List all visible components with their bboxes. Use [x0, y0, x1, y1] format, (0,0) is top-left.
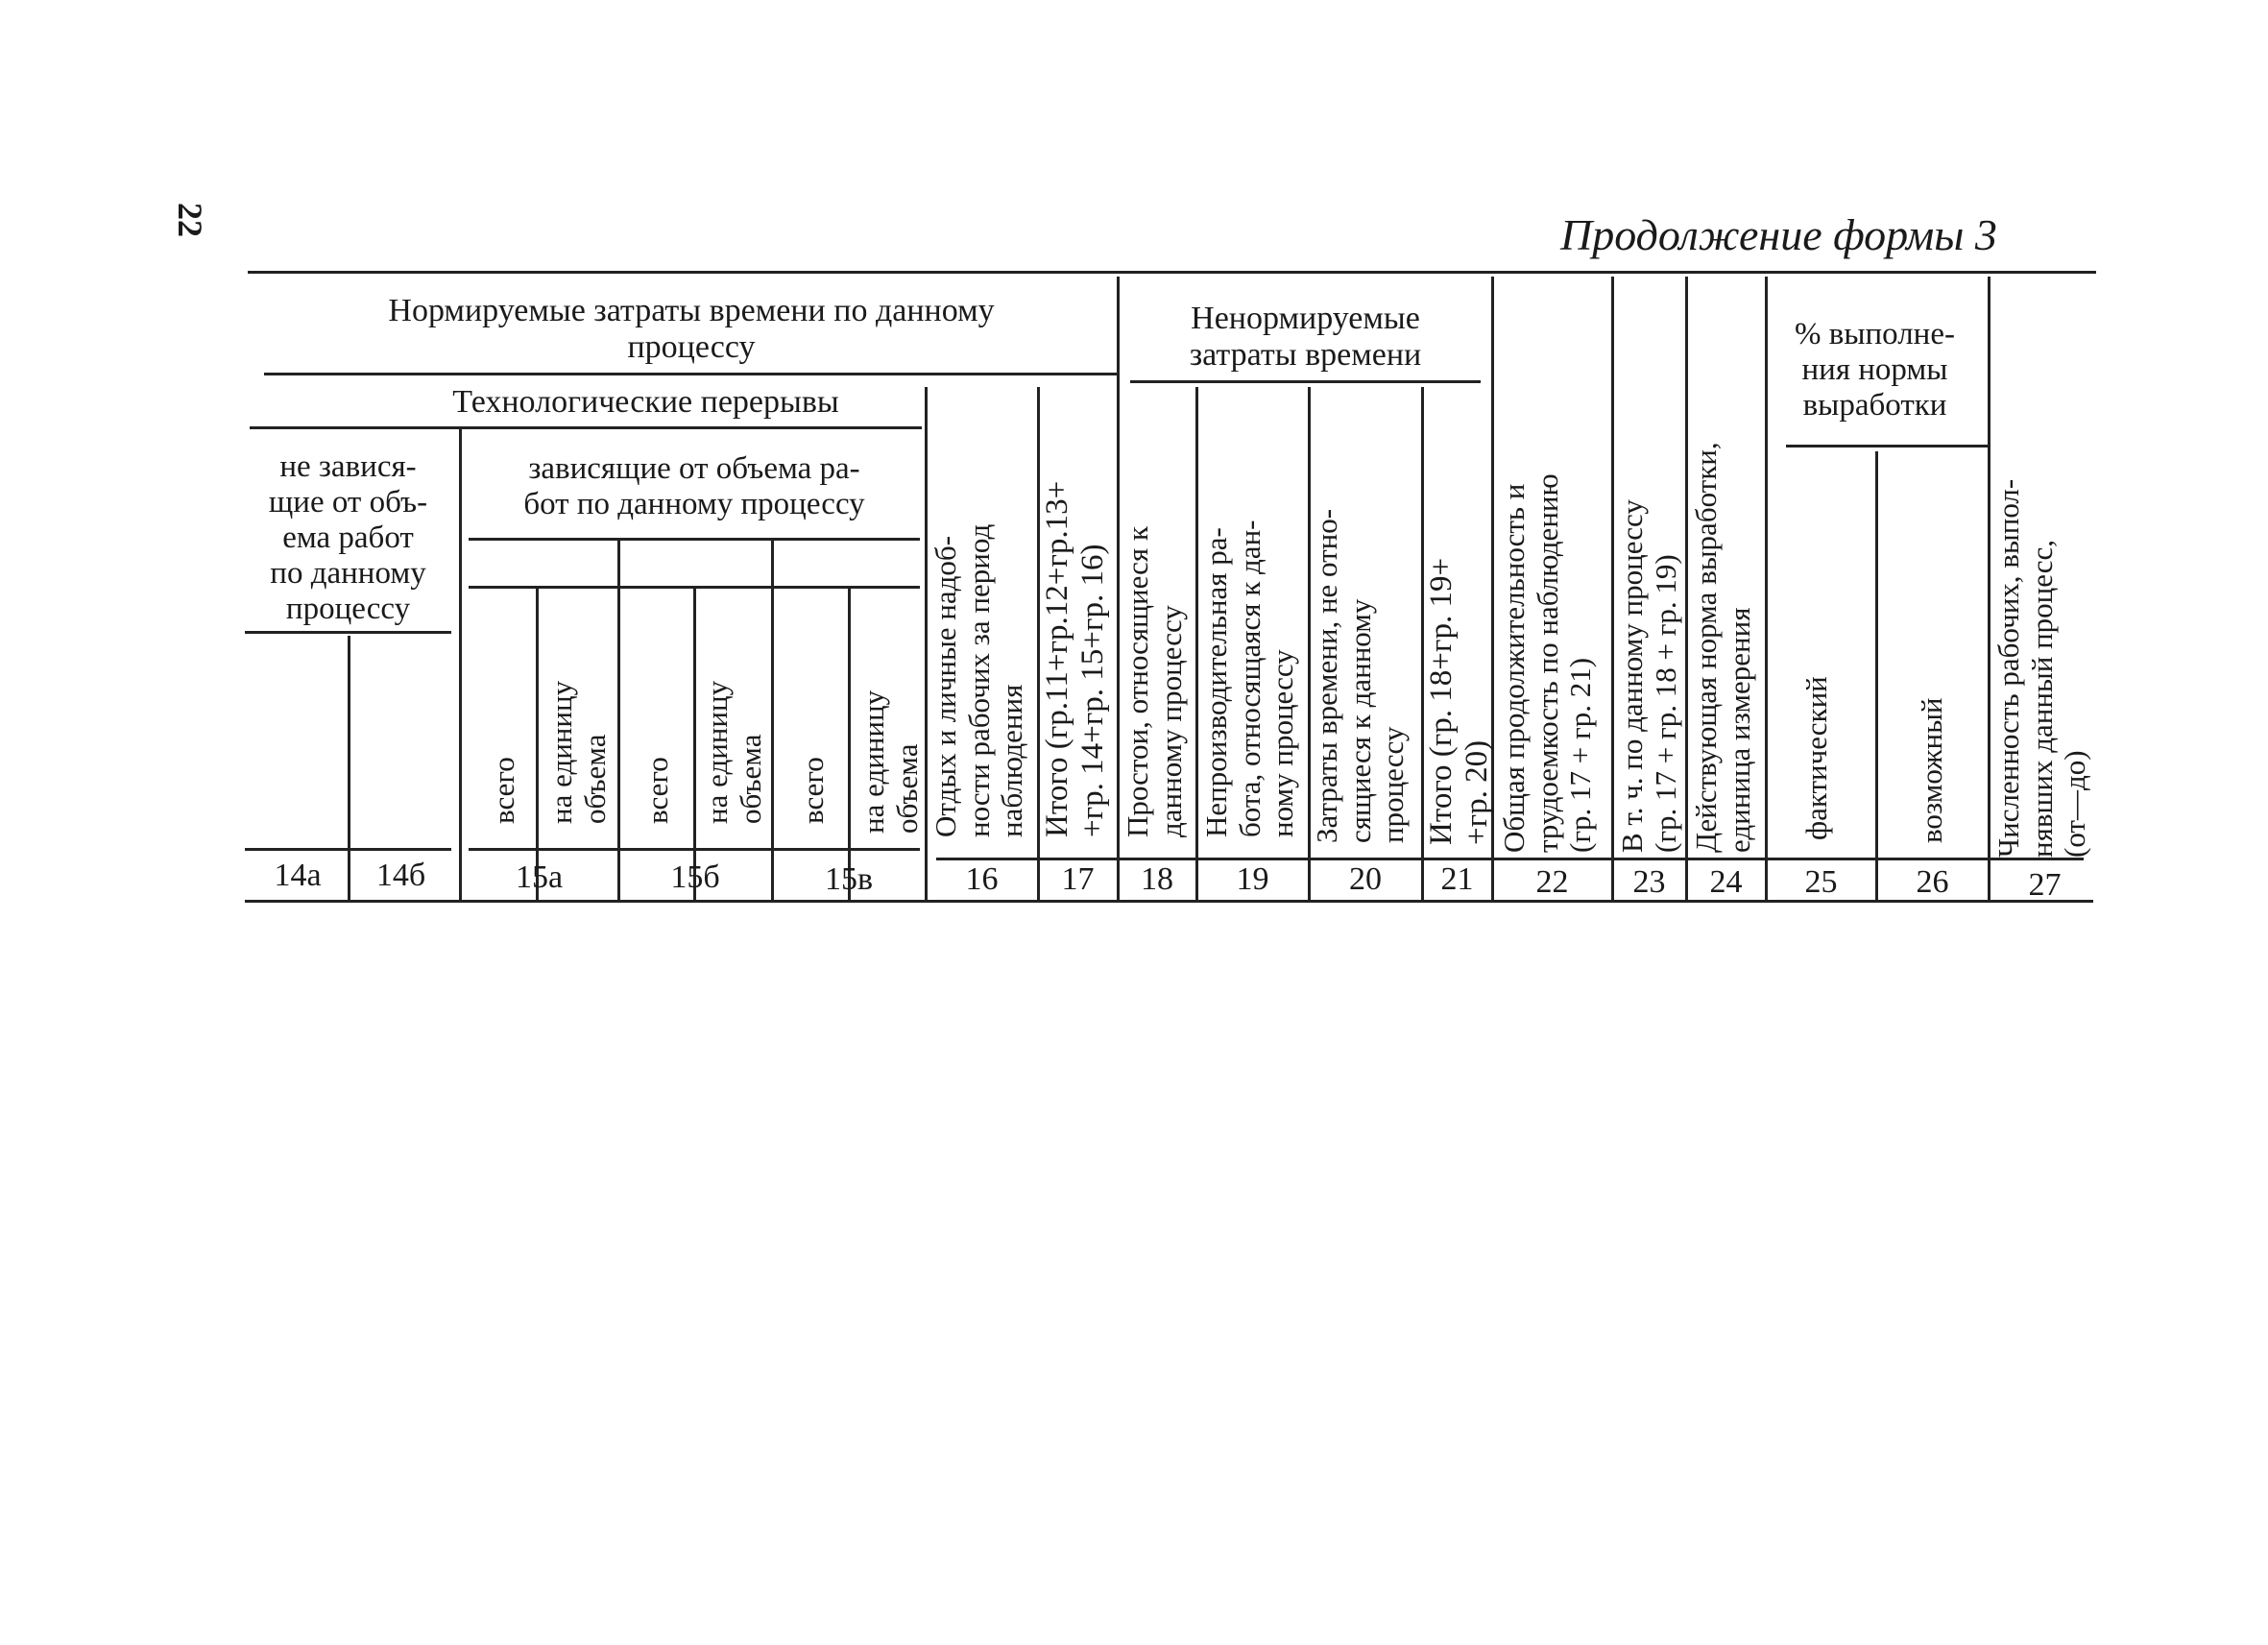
column-number: 14а — [274, 858, 322, 893]
form-title: Продолжение формы 3 — [1560, 210, 1997, 259]
column-number: 22 — [1535, 864, 1569, 900]
column-number: 27 — [2028, 867, 2062, 903]
header-idle: Простои, относящиеся к данному процессу — [1121, 526, 1188, 837]
header-actual: фактический — [1799, 676, 1833, 840]
column-number: 20 — [1349, 861, 1382, 897]
column-number: 15а — [515, 859, 564, 895]
header-dependent: зависящие от объема ра- бот по данному процессу — [523, 451, 865, 521]
page-number: 22 — [171, 203, 209, 237]
column-number: 23 — [1632, 864, 1666, 900]
header-per-unit-15a: на единицу объема — [544, 680, 612, 824]
column-number: 25 — [1804, 864, 1838, 900]
header-normed-time: Нормируемые затраты времени по данному процессу — [388, 293, 995, 366]
column-number: 19 — [1236, 861, 1269, 897]
header-vsego-15b: всего — [640, 757, 674, 824]
column-number: 15б — [670, 859, 720, 895]
header-tech-breaks: Технологические перерывы — [452, 384, 839, 420]
header-unproductive: Непроизводительная ра- бота, относящаяся к дан- ному процессу — [1199, 520, 1300, 837]
header-independent: не завися- щие от объ- ема работ по данному процессу — [268, 449, 428, 626]
header-vsego-15v: всего — [796, 757, 830, 824]
column-number: 24 — [1709, 864, 1743, 900]
header-workers: Численность рабочих, выпол- нявших данный процесс, (от—до) — [1991, 478, 2092, 858]
header-other-time: Затраты времени, не отно- сящиеся к данному процессу — [1310, 508, 1411, 843]
column-number: 18 — [1141, 861, 1173, 897]
header-unnormed-time: Ненормируемые затраты времени — [1189, 301, 1422, 374]
header-total-21: Итого (гр. 18+гр. 19+ +гр. 20) — [1424, 557, 1494, 845]
column-number: 17 — [1061, 861, 1095, 897]
column-number: 14б — [375, 858, 426, 893]
column-number: 21 — [1440, 861, 1474, 897]
column-number: 16 — [965, 861, 999, 897]
header-duration: Общая продолжительность и трудоемкость по наблюдению (гр. 17 + гр. 21) — [1497, 473, 1598, 853]
header-norm: Действующая норма выработки, единица измерения — [1689, 442, 1756, 853]
header-per-unit-15b: на единицу объема — [700, 680, 767, 824]
header-per-unit-15v: на единицу объема — [857, 689, 924, 834]
header-incl-process: В т. ч. по данному процессу (гр. 17 + гр. 18 + гр. 19) — [1615, 499, 1682, 853]
header-pct-norm: % выполне- ния нормы выработки — [1795, 317, 1955, 423]
column-number: 26 — [1916, 864, 1949, 900]
header-possible: возможный — [1915, 697, 1948, 843]
column-number: 15в — [824, 861, 874, 897]
header-total-17: Итого (гр.11+гр.12+гр.13+ +гр. 14+гр. 15+гр. 16) — [1040, 480, 1110, 837]
header-rest: Отдых и личные надоб- ности рабочих за период наблюдения — [929, 523, 1029, 837]
header-vsego-15a: всего — [487, 757, 520, 824]
